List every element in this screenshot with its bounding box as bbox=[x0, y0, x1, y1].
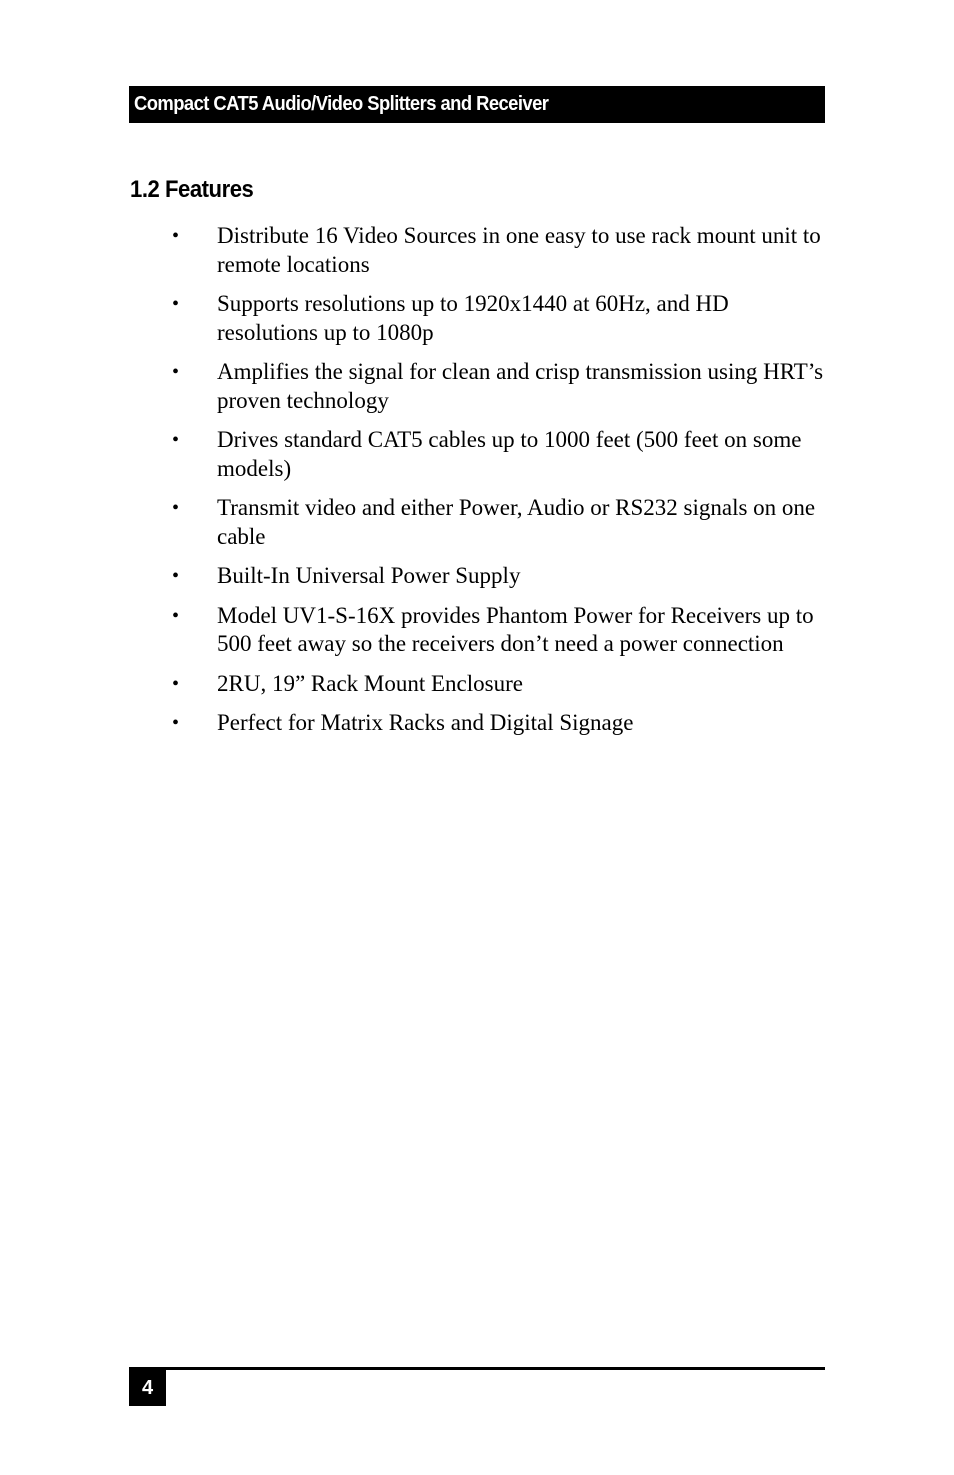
bullet-icon: • bbox=[172, 672, 180, 695]
page-number: 4 bbox=[141, 1376, 154, 1399]
section-heading: 1.2 Features bbox=[130, 176, 254, 203]
feature-item bbox=[0, 290, 954, 347]
bullet-icon: • bbox=[172, 429, 180, 451]
feature-text: Model UV1-S-16X provides Phantom Power for Receivers up to 500 feet away so the receivers don’t need a power connection bbox=[217, 602, 814, 656]
feature-item bbox=[0, 358, 954, 415]
feature-item bbox=[0, 426, 954, 483]
running-header bbox=[129, 86, 825, 123]
feature-item bbox=[0, 494, 954, 551]
bullet-icon: • bbox=[172, 225, 180, 247]
feature-item bbox=[0, 562, 954, 591]
feature-item bbox=[0, 222, 954, 279]
feature-text: Amplifies the signal for clean and crisp transmission using HRT’s proven technology bbox=[217, 359, 824, 413]
bullet-icon: • bbox=[172, 497, 180, 519]
feature-text: Built-In Universal Power Supply bbox=[217, 563, 521, 588]
page-number-box bbox=[129, 1370, 166, 1406]
feature-text: Supports resolutions up to 1920x1440 at 60Hz, and HD resolutions up to 1080p bbox=[217, 291, 729, 345]
feature-text: 2RU, 19” Rack Mount Enclosure bbox=[217, 670, 523, 696]
footer-rule bbox=[129, 1367, 825, 1370]
feature-text: Transmit video and either Power, Audio or RS232 signals on one cable bbox=[217, 495, 816, 549]
bullet-icon: • bbox=[172, 712, 180, 734]
feature-text: Distribute 16 Video Sources in one easy to use rack mount unit to remote locations bbox=[217, 223, 821, 277]
feature-item bbox=[0, 602, 954, 659]
feature-text: Perfect for Matrix Racks and Digital Signage bbox=[217, 710, 634, 735]
feature-item bbox=[0, 670, 954, 699]
bullet-icon: • bbox=[172, 565, 180, 587]
document-title: Compact CAT5 Audio/Video Splitters and Receiver bbox=[134, 93, 549, 115]
features-list bbox=[0, 222, 954, 749]
bullet-icon: • bbox=[172, 293, 180, 315]
bullet-icon: • bbox=[172, 604, 180, 627]
bullet-icon: • bbox=[172, 361, 180, 383]
feature-text: Drives standard CAT5 cables up to 1000 feet (500 feet on some models) bbox=[217, 427, 802, 481]
feature-item bbox=[0, 709, 954, 738]
